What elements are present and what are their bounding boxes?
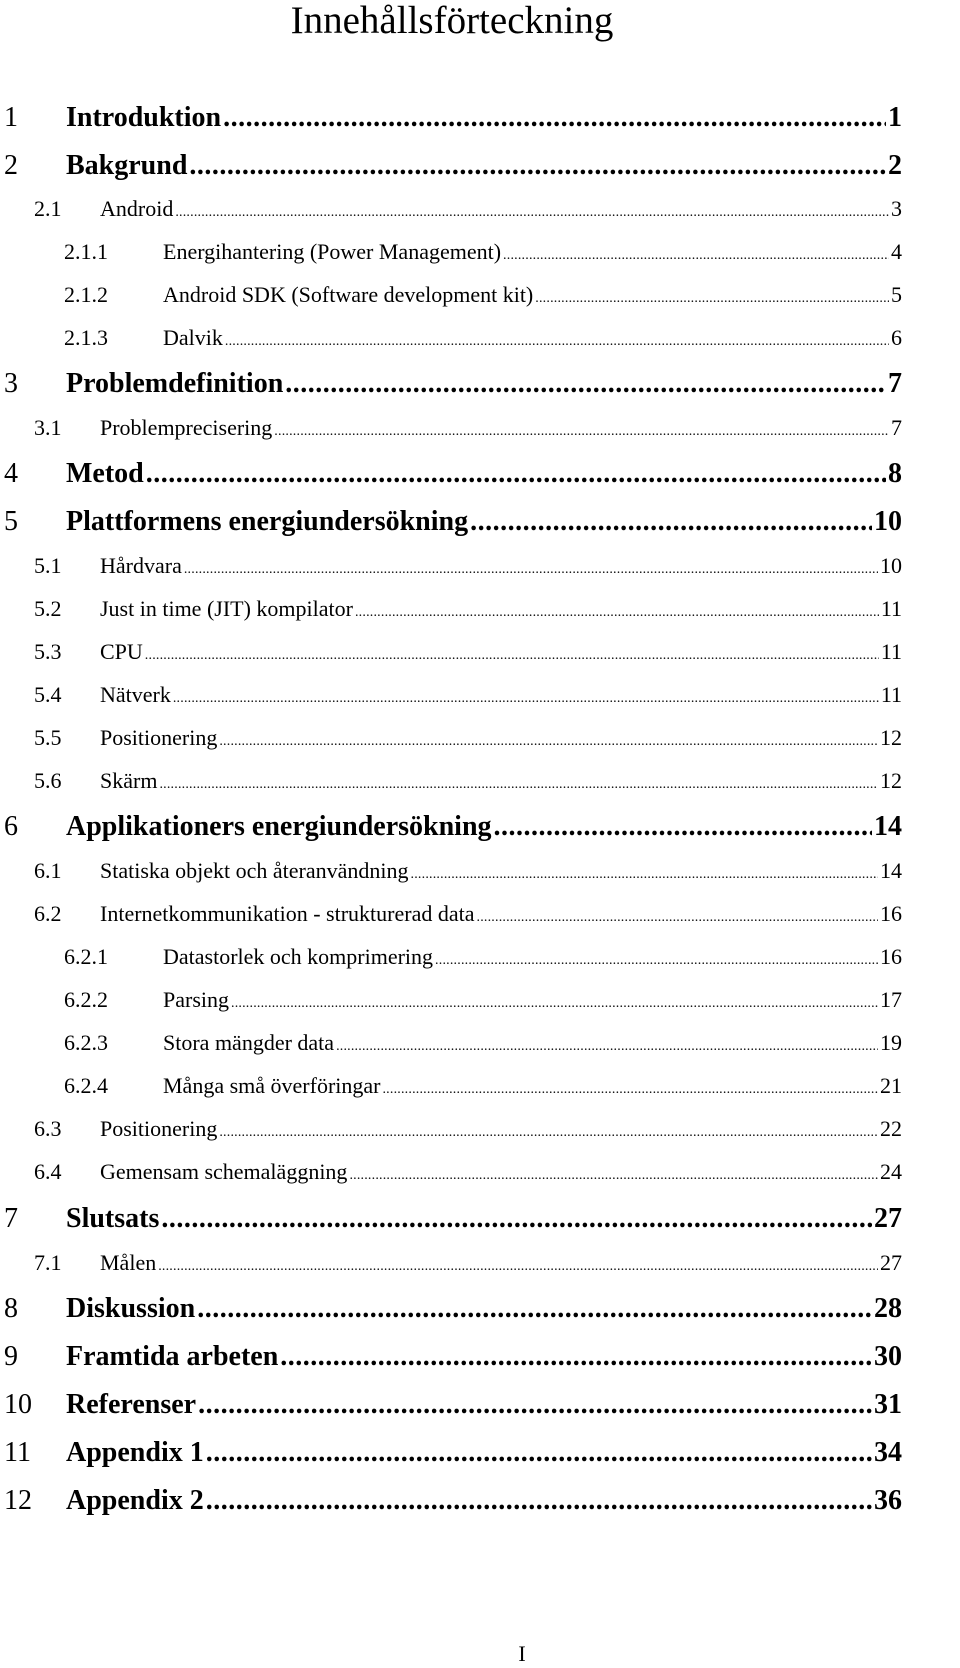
toc-entry-title: Diskussion <box>66 1293 196 1324</box>
toc-entry-number: 2 <box>4 150 18 181</box>
toc-entry-title: Dalvik <box>163 325 223 350</box>
toc-entry-page: 12 <box>880 725 902 750</box>
toc-entry-number: 8 <box>4 1293 18 1324</box>
toc-entry[interactable] <box>0 1387 902 1423</box>
page-number: I <box>518 1641 526 1666</box>
dot-leader <box>411 860 878 890</box>
toc-entry-page: 1 <box>888 102 902 133</box>
toc-entry-page: 3 <box>891 196 902 221</box>
toc-entry-page: 22 <box>880 1116 902 1141</box>
toc-entry-number: 5.4 <box>34 682 62 707</box>
toc-entry-page: 11 <box>880 596 902 621</box>
toc-entry-page: 27 <box>874 1203 902 1234</box>
toc-entry-number: 6.2.4 <box>64 1073 108 1098</box>
toc-entry[interactable] <box>0 637 902 667</box>
toc-entry-title: Slutsats <box>66 1203 160 1234</box>
toc-entry-page: 16 <box>880 901 902 926</box>
dot-leader <box>173 684 879 714</box>
toc-entry[interactable] <box>0 723 902 753</box>
toc-entry-title: Referenser <box>66 1389 197 1420</box>
dot-leader <box>206 1483 872 1519</box>
toc-entry[interactable] <box>0 1339 902 1375</box>
toc-entry-number: 1 <box>4 102 18 133</box>
toc-entry-number: 3.1 <box>34 415 62 440</box>
toc-entry-number: 6.3 <box>34 1116 62 1141</box>
toc-entry-number: 12 <box>4 1485 32 1516</box>
toc-entry-title: Positionering <box>100 725 218 750</box>
toc-entry-page: 6 <box>891 325 902 350</box>
toc-entry-title: Problemprecisering <box>100 415 273 440</box>
toc-entry[interactable] <box>0 551 902 581</box>
toc-entry-number: 6.2.2 <box>64 987 108 1012</box>
toc-entry[interactable] <box>0 280 902 310</box>
dot-leader <box>198 1387 872 1423</box>
toc-entry-number: 6.2 <box>34 901 62 926</box>
dot-leader <box>494 809 872 845</box>
toc-entry[interactable] <box>0 766 902 796</box>
dot-leader <box>189 148 886 184</box>
toc-entry-page: 4 <box>891 239 902 264</box>
toc-entry-number: 6.4 <box>34 1159 62 1184</box>
toc-entry-title: Metod <box>66 458 144 489</box>
toc-entry-title: Plattformens energiundersökning <box>66 506 469 537</box>
toc-entry-number: 5.6 <box>34 768 62 793</box>
dot-leader <box>219 1118 878 1148</box>
toc-entry[interactable] <box>0 413 902 443</box>
toc-entry-number: 9 <box>4 1341 18 1372</box>
toc-entry-title: Energihantering (Power Management) <box>163 239 502 264</box>
toc-entry[interactable] <box>0 1114 902 1144</box>
toc-entry[interactable] <box>0 1201 902 1237</box>
toc-entry-title: Android SDK (Software development kit) <box>163 282 534 307</box>
dot-leader <box>382 1075 878 1105</box>
toc-entry-number: 7.1 <box>34 1250 62 1275</box>
dot-leader <box>503 241 889 271</box>
toc-entry-page: 16 <box>880 944 902 969</box>
toc-entry-title: Internetkommunikation - strukturerad data <box>100 901 475 926</box>
toc-entry-number: 11 <box>4 1437 31 1468</box>
dot-leader <box>159 770 878 800</box>
toc-entry-number: 3 <box>4 368 18 399</box>
toc-entry-title: Applikationers energiundersökning <box>66 811 492 842</box>
toc-entry[interactable] <box>0 899 902 929</box>
toc-entry-page: 34 <box>874 1437 902 1468</box>
toc-entry-number: 7 <box>4 1203 18 1234</box>
toc-entry-page: 28 <box>874 1293 902 1324</box>
toc-entry[interactable] <box>0 194 902 224</box>
toc-entry[interactable] <box>0 237 902 267</box>
toc-entry-number: 5.5 <box>34 725 62 750</box>
toc-entry-page: 11 <box>880 639 902 664</box>
toc-entry-number: 10 <box>4 1389 32 1420</box>
toc-entry-page: 30 <box>874 1341 902 1372</box>
toc-entry-title: Problemdefinition <box>66 368 284 399</box>
toc-entry-title: Datastorlek och komprimering <box>163 944 434 969</box>
toc-entry-title: Hårdvara <box>100 553 182 578</box>
dot-leader <box>285 366 886 402</box>
toc-entry[interactable] <box>0 1435 902 1471</box>
toc-entry-page: 10 <box>880 553 902 578</box>
dot-leader <box>535 284 889 314</box>
toc-entry-number: 5.1 <box>34 553 62 578</box>
dot-leader <box>355 598 879 628</box>
toc-entry-number: 2.1.2 <box>64 282 108 307</box>
toc-entry-title: Appendix 2 <box>66 1485 204 1516</box>
toc-entry-number: 5 <box>4 506 18 537</box>
toc-entry-title: Positionering <box>100 1116 218 1141</box>
toc-entry-page: 14 <box>874 811 902 842</box>
toc-entry-title: Gemensam schemaläggning <box>100 1159 348 1184</box>
toc-entry-page: 2 <box>888 150 902 181</box>
toc-entry-title: Framtida arbeten <box>66 1341 279 1372</box>
toc-entry-page: 14 <box>880 858 902 883</box>
toc-entry-page: 17 <box>880 987 902 1012</box>
toc-entry-number: 6.2.1 <box>64 944 108 969</box>
toc-entry-title: Stora mängder data <box>163 1030 335 1055</box>
toc-entry-title: Bakgrund <box>66 150 188 181</box>
toc-entry-page: 5 <box>891 282 902 307</box>
toc-entry-page: 12 <box>880 768 902 793</box>
toc-entry-title: CPU <box>100 639 143 664</box>
toc-entry-number: 2.1.3 <box>64 325 108 350</box>
dot-leader <box>158 1252 878 1282</box>
dot-leader <box>219 727 878 757</box>
toc-entry-title: Appendix 1 <box>66 1437 204 1468</box>
toc-entry[interactable] <box>0 1483 902 1519</box>
toc-entry[interactable] <box>0 985 902 1015</box>
toc-entry[interactable] <box>0 456 902 492</box>
toc-entry-number: 5.2 <box>34 596 62 621</box>
toc-entry[interactable] <box>0 504 902 540</box>
toc-entry-title: Parsing <box>163 987 229 1012</box>
toc-entry[interactable] <box>0 1291 902 1327</box>
toc-entry-number: 5.3 <box>34 639 62 664</box>
toc-entry[interactable] <box>0 323 902 353</box>
toc-entry-page: 27 <box>880 1250 902 1275</box>
toc-entry-title: Introduktion <box>66 102 222 133</box>
toc-entry[interactable] <box>0 366 902 402</box>
toc-entry-title: Just in time (JIT) kompilator <box>100 596 353 621</box>
toc-entry[interactable] <box>0 148 902 184</box>
dot-leader <box>280 1339 872 1375</box>
toc-entry-page: 11 <box>880 682 902 707</box>
dot-leader <box>175 198 889 228</box>
page-title: Innehållsförteckning <box>290 0 614 42</box>
toc-entry-page: 19 <box>880 1030 902 1055</box>
dot-leader <box>161 1201 872 1237</box>
toc-entry-number: 6.1 <box>34 858 62 883</box>
dot-leader <box>349 1161 878 1191</box>
dot-leader <box>184 555 878 585</box>
toc-entry-title: Nätverk <box>100 682 171 707</box>
toc-entry-title: Statiska objekt och återanvändning <box>100 858 409 883</box>
toc-entry-page: 31 <box>874 1389 902 1420</box>
toc-entry[interactable] <box>0 856 902 886</box>
dot-leader <box>435 946 878 976</box>
toc-entry-page: 21 <box>880 1073 902 1098</box>
toc-entry-number: 6 <box>4 811 18 842</box>
toc-entry[interactable] <box>0 942 902 972</box>
toc-entry-title: Många små överföringar <box>163 1073 381 1098</box>
toc-entry[interactable] <box>0 1071 902 1101</box>
dot-leader <box>197 1291 872 1327</box>
dot-leader <box>470 504 872 540</box>
toc-entry-title: Målen <box>100 1250 157 1275</box>
toc-entry-title: Android <box>100 196 174 221</box>
dot-leader <box>225 327 889 357</box>
toc-entry-number: 2.1 <box>34 196 62 221</box>
toc-entry-page: 8 <box>888 458 902 489</box>
toc-entry-number: 2.1.1 <box>64 239 108 264</box>
toc-entry-page: 36 <box>874 1485 902 1516</box>
toc-entry[interactable] <box>0 1157 902 1187</box>
dot-leader <box>231 989 878 1019</box>
toc-entry-page: 10 <box>874 506 902 537</box>
toc-entry-title: Skärm <box>100 768 158 793</box>
toc-entry[interactable] <box>0 680 902 710</box>
dot-leader <box>206 1435 872 1471</box>
toc-entry-page: 24 <box>880 1159 902 1184</box>
dot-leader <box>336 1032 878 1062</box>
toc-entry-number: 6.2.3 <box>64 1030 108 1055</box>
dot-leader <box>223 100 886 136</box>
toc-entry[interactable] <box>0 809 902 845</box>
toc-entry-number: 4 <box>4 458 18 489</box>
toc-entry-page: 7 <box>888 368 902 399</box>
dot-leader <box>145 641 879 671</box>
toc-entry[interactable] <box>0 1028 902 1058</box>
toc-entry-page: 7 <box>891 415 902 440</box>
dot-leader <box>146 456 886 492</box>
toc-entry[interactable] <box>0 594 902 624</box>
toc-entry[interactable] <box>0 100 902 136</box>
dot-leader <box>274 417 889 447</box>
toc-entry[interactable] <box>0 1248 902 1278</box>
dot-leader <box>477 903 879 933</box>
